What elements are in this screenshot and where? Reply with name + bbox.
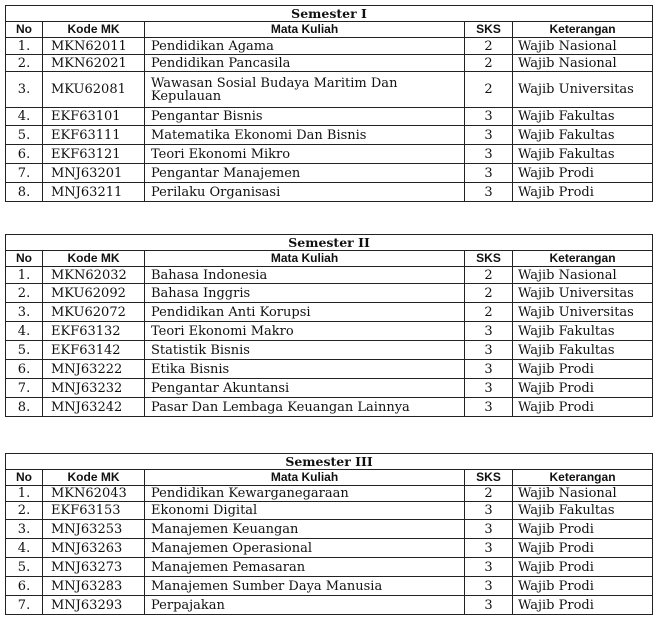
course-credits: 3 <box>465 539 513 558</box>
header-kode-mk: Kode MK <box>43 22 145 38</box>
course-name: Pengantar Akuntansi <box>145 379 465 398</box>
course-credits: 3 <box>465 398 513 417</box>
course-name: Pendidikan Anti Korupsi <box>145 303 465 322</box>
course-name: Ekonomi Digital <box>145 502 465 520</box>
course-code: EKF63153 <box>43 502 145 520</box>
course-code: MNJ63222 <box>43 360 145 379</box>
course-credits: 3 <box>465 108 513 126</box>
row-number: 6. <box>6 577 43 596</box>
course-credits: 3 <box>465 322 513 341</box>
course-category: Wajib Universitas <box>513 72 653 108</box>
header-no: No <box>6 22 43 38</box>
course-category: Wajib Prodi <box>513 360 653 379</box>
table-row <box>6 558 653 577</box>
course-credits: 3 <box>465 341 513 360</box>
course-name: Manajemen Operasional <box>145 539 465 558</box>
course-code: MNJ63253 <box>43 520 145 539</box>
course-credits: 3 <box>465 596 513 615</box>
row-number: 4. <box>6 322 43 341</box>
row-number: 5. <box>6 558 43 577</box>
course-name: Manajemen Pemasaran <box>145 558 465 577</box>
course-code: MNJ63293 <box>43 596 145 615</box>
row-number: 1. <box>6 38 43 55</box>
row-number: 7. <box>6 379 43 398</box>
course-credits: 2 <box>465 486 513 502</box>
course-name: Statistik Bisnis <box>145 341 465 360</box>
row-number: 5. <box>6 341 43 360</box>
header-no: No <box>6 251 43 267</box>
table-row <box>6 126 653 145</box>
row-number: 2. <box>6 55 43 72</box>
course-category: Wajib Fakultas <box>513 126 653 145</box>
course-category: Wajib Prodi <box>513 183 653 202</box>
course-code: MKN62043 <box>43 486 145 502</box>
course-code: MNJ63273 <box>43 558 145 577</box>
table-row <box>6 539 653 558</box>
course-category: Wajib Fakultas <box>513 341 653 360</box>
row-number: 3. <box>6 303 43 322</box>
course-code: EKF63111 <box>43 126 145 145</box>
course-code: MKN62021 <box>43 55 145 72</box>
course-credits: 3 <box>465 183 513 202</box>
table-row <box>6 486 653 502</box>
semester-table <box>5 5 653 202</box>
table-row <box>6 341 653 360</box>
course-name: Bahasa Indonesia <box>145 267 465 284</box>
row-number: 7. <box>6 164 43 183</box>
course-category: Wajib Fakultas <box>513 502 653 520</box>
course-credits: 3 <box>465 126 513 145</box>
row-number: 3. <box>6 520 43 539</box>
row-number: 6. <box>6 360 43 379</box>
course-name: Teori Ekonomi Mikro <box>145 145 465 164</box>
header-keterangan: Keterangan <box>513 22 653 38</box>
course-name: Teori Ekonomi Makro <box>145 322 465 341</box>
table-row <box>6 108 653 126</box>
course-credits: 3 <box>465 577 513 596</box>
course-name: Manajemen Keuangan <box>145 520 465 539</box>
table-row <box>6 322 653 341</box>
course-code: MKU62092 <box>43 284 145 303</box>
course-category: Wajib Nasional <box>513 486 653 502</box>
row-number: 2. <box>6 284 43 303</box>
table-row <box>6 164 653 183</box>
course-category: Wajib Prodi <box>513 398 653 417</box>
row-number: 2. <box>6 502 43 520</box>
row-number: 3. <box>6 72 43 108</box>
row-number: 8. <box>6 398 43 417</box>
header-kode-mk: Kode MK <box>43 251 145 267</box>
course-category: Wajib Prodi <box>513 577 653 596</box>
course-name: Pendidikan Kewarganegaraan <box>145 486 465 502</box>
course-credits: 3 <box>465 360 513 379</box>
semester-title: Semester II <box>6 235 653 251</box>
semester-table <box>5 234 653 417</box>
course-category: Wajib Fakultas <box>513 322 653 341</box>
header-mata-kuliah: Mata Kuliah <box>145 22 465 38</box>
course-code: EKF63142 <box>43 341 145 360</box>
course-credits: 3 <box>465 164 513 183</box>
course-credits: 2 <box>465 55 513 72</box>
course-category: Wajib Prodi <box>513 164 653 183</box>
course-category: Wajib Prodi <box>513 596 653 615</box>
course-category: Wajib Universitas <box>513 284 653 303</box>
course-credits: 3 <box>465 558 513 577</box>
row-number: 7. <box>6 596 43 615</box>
course-category: Wajib Nasional <box>513 55 653 72</box>
course-category: Wajib Fakultas <box>513 145 653 164</box>
course-category: Wajib Prodi <box>513 558 653 577</box>
course-category: Wajib Prodi <box>513 379 653 398</box>
table-row <box>6 398 653 417</box>
course-name: Etika Bisnis <box>145 360 465 379</box>
table-row <box>6 183 653 202</box>
table-row <box>6 360 653 379</box>
table-row <box>6 145 653 164</box>
header-mata-kuliah: Mata Kuliah <box>145 251 465 267</box>
course-code: MNJ63263 <box>43 539 145 558</box>
table-row <box>6 284 653 303</box>
row-number: 6. <box>6 145 43 164</box>
course-name: Perpajakan <box>145 596 465 615</box>
course-code: MNJ63232 <box>43 379 145 398</box>
course-name: Pengantar Manajemen <box>145 164 465 183</box>
course-code: MNJ63201 <box>43 164 145 183</box>
course-category: Wajib Fakultas <box>513 108 653 126</box>
course-name: Manajemen Sumber Daya Manusia <box>145 577 465 596</box>
course-code: MNJ63283 <box>43 577 145 596</box>
course-category: Wajib Prodi <box>513 520 653 539</box>
course-credits: 3 <box>465 502 513 520</box>
header-kode-mk: Kode MK <box>43 470 145 486</box>
semester-table <box>5 453 653 615</box>
header-sks: SKS <box>465 470 513 486</box>
course-code: MKN62032 <box>43 267 145 284</box>
course-credits: 2 <box>465 284 513 303</box>
course-category: Wajib Universitas <box>513 303 653 322</box>
row-number: 1. <box>6 486 43 502</box>
table-row <box>6 520 653 539</box>
course-credits: 2 <box>465 72 513 108</box>
row-number: 5. <box>6 126 43 145</box>
table-row <box>6 577 653 596</box>
row-number: 8. <box>6 183 43 202</box>
course-code: MKU62081 <box>43 72 145 108</box>
course-credits: 2 <box>465 267 513 284</box>
course-code: EKF63121 <box>43 145 145 164</box>
course-code: MNJ63242 <box>43 398 145 417</box>
course-credits: 3 <box>465 520 513 539</box>
table-row <box>6 72 653 108</box>
course-name: Pasar Dan Lembaga Keuangan Lainnya <box>145 398 465 417</box>
table-row <box>6 379 653 398</box>
course-code: EKF63132 <box>43 322 145 341</box>
course-code: EKF63101 <box>43 108 145 126</box>
course-category: Wajib Nasional <box>513 267 653 284</box>
course-name: Matematika Ekonomi Dan Bisnis <box>145 126 465 145</box>
table-row <box>6 502 653 520</box>
course-code: MNJ63211 <box>43 183 145 202</box>
course-name: Pendidikan Pancasila <box>145 55 465 72</box>
table-row <box>6 55 653 72</box>
course-name: Perilaku Organisasi <box>145 183 465 202</box>
course-credits: 2 <box>465 303 513 322</box>
course-name: Pengantar Bisnis <box>145 108 465 126</box>
header-keterangan: Keterangan <box>513 251 653 267</box>
table-row <box>6 303 653 322</box>
course-category: Wajib Nasional <box>513 38 653 55</box>
row-number: 4. <box>6 108 43 126</box>
course-name: Wawasan Sosial Budaya Maritim Dan Kepulauan <box>145 72 465 108</box>
course-name: Bahasa Inggris <box>145 284 465 303</box>
header-sks: SKS <box>465 22 513 38</box>
semester-title: Semester III <box>6 454 653 470</box>
header-keterangan: Keterangan <box>513 470 653 486</box>
table-row <box>6 596 653 615</box>
table-row <box>6 38 653 55</box>
course-credits: 2 <box>465 38 513 55</box>
course-code: MKU62072 <box>43 303 145 322</box>
semester-title: Semester I <box>6 6 653 22</box>
course-name: Pendidikan Agama <box>145 38 465 55</box>
course-code: MKN62011 <box>43 38 145 55</box>
course-credits: 3 <box>465 379 513 398</box>
course-credits: 3 <box>465 145 513 164</box>
row-number: 1. <box>6 267 43 284</box>
header-sks: SKS <box>465 251 513 267</box>
header-no: No <box>6 470 43 486</box>
header-mata-kuliah: Mata Kuliah <box>145 470 465 486</box>
table-row <box>6 267 653 284</box>
row-number: 4. <box>6 539 43 558</box>
course-category: Wajib Prodi <box>513 539 653 558</box>
